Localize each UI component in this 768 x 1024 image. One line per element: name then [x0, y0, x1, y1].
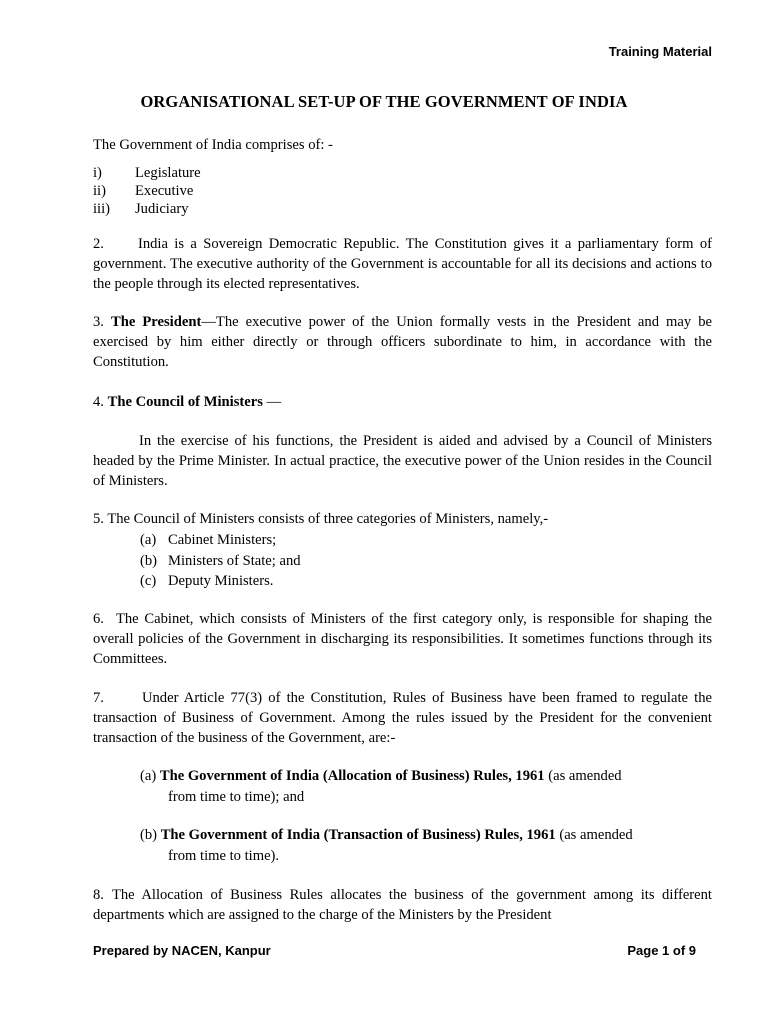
paragraph-5: 5. The Council of Ministers consists of three categories of Ministers, namely,-	[93, 511, 549, 527]
rule-item: (a) The Government of India (Allocation of Business) Rules, 1961 (as amended from time to time); and	[140, 768, 622, 805]
list-item: (a) Cabinet Ministers;	[140, 532, 277, 548]
paragraph-4-body: In the exercise of his functions, the President is aided and advised by a Council of Ministers headed by the Prime Minister. In actual practice, the executive power of the Union resides in the Council of Ministers.	[93, 433, 712, 489]
paragraph-4-heading: 4. The Council of Ministers —	[93, 394, 282, 410]
paragraph-7: 7. Under Article 77(3) of the Constitution, Rules of Business have been framed to regulate the transaction of Business of Government. Among the rules issued by the President for the convenient transaction of the business of the Government, are:-	[93, 690, 712, 746]
header-label: Training Material	[608, 44, 712, 59]
list-item: iii) Judiciary	[93, 200, 189, 217]
page-title: ORGANISATIONAL SET-UP OF THE GOVERNMENT OF INDIA	[140, 92, 628, 111]
list-item: ii) Executive	[93, 182, 194, 199]
paragraph-3: 3. The President—The executive power of the Union formally vests in the President and may be exercised by him either directly or through officers subordinate to him, in accordance with the Constitution.	[93, 314, 713, 370]
ministers-categories	[140, 530, 301, 592]
intro-text: The Government of India comprises of: -	[93, 137, 333, 153]
paragraph-heading: The Council of Ministers	[107, 394, 263, 410]
paragraph-heading: The President	[111, 314, 202, 330]
footer-prepared-by: Prepared by NACEN, Kanpur	[93, 943, 271, 958]
paragraph-8: 8. The Allocation of Business Rules allocates the business of the government among its different departments which are assigned to the charge of the Ministers by the President	[93, 887, 712, 923]
list-item: (b) Ministers of State; and	[140, 552, 301, 569]
paragraph-2: 2. India is a Sovereign Democratic Republic. The Constitution gives it a parliamentary form of government. The executive authority of the Government is accountable for all its decisions and actions to the people through its elected representatives.	[93, 236, 712, 292]
footer-page-number: Page 1 of 9	[627, 943, 696, 958]
paragraph-6: 6. The Cabinet, which consists of Ministers of the first category only, is responsible for shaping the overall policies of the Government in discharging its responsibilities. It sometimes functions through its Committees.	[93, 611, 712, 667]
rule-item: (b) The Government of India (Transaction of Business) Rules, 1961 (as amended from time to time).	[140, 827, 633, 864]
list-item: i) Legislature	[93, 165, 201, 181]
list-item: (c) Deputy Ministers.	[140, 573, 274, 589]
branches-list	[93, 165, 201, 218]
